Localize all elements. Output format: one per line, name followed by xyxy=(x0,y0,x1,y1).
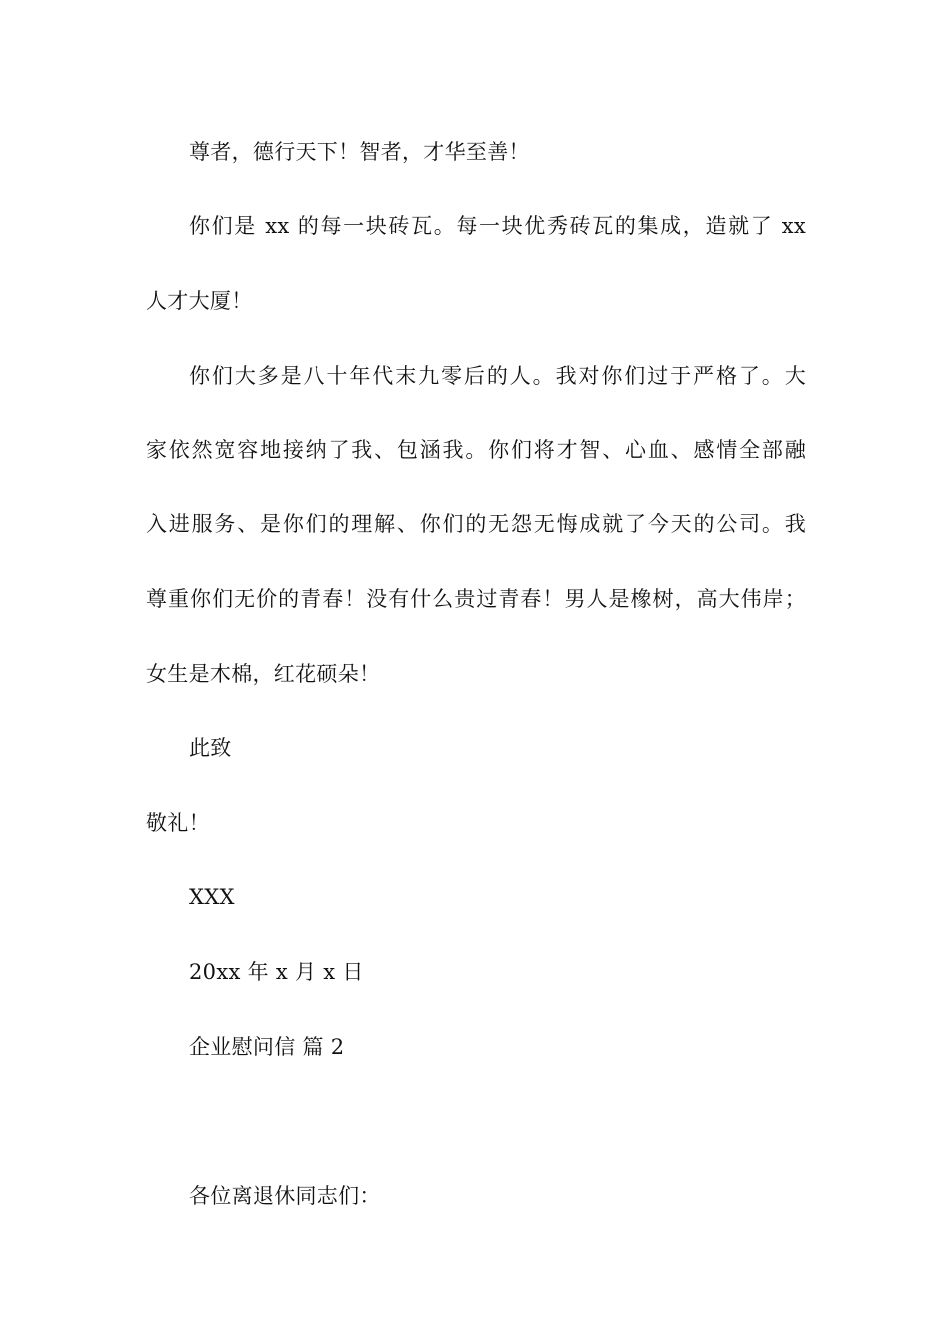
paragraph-3-line-3: 入进服务、是你们的理解、你们的无怨无悔成就了今天的公司。我 xyxy=(146,512,806,536)
paragraph-1-line-1: 尊者，德行天下！智者，才华至善！ xyxy=(189,140,530,164)
date-line: 20xx 年 x 月 x 日 xyxy=(189,960,364,984)
paragraph-2-line-1: 你们是 xx 的每一块砖瓦。每一块优秀砖瓦的集成，造就了 xx xyxy=(189,214,806,238)
section-title: 企业慰问信 篇 2 xyxy=(189,1035,345,1059)
paragraph-3-line-1: 你们大多是八十年代末九零后的人。我对你们过于严格了。大 xyxy=(189,364,806,388)
closing-line: 此致 xyxy=(189,736,232,760)
signature-line: XXX xyxy=(189,885,235,909)
paragraph-2-line-2: 人才大厦！ xyxy=(146,289,253,313)
paragraph-3-line-2: 家依然宽容地接纳了我、包涵我。你们将才智、心血、感情全部融 xyxy=(146,438,806,462)
paragraph-3-line-5: 女生是木棉，红花硕朵！ xyxy=(146,662,381,686)
greeting-line: 各位离退休同志们： xyxy=(189,1184,381,1208)
salute-line: 敬礼！ xyxy=(146,811,210,835)
paragraph-3-line-4: 尊重你们无价的青春！没有什么贵过青春！男人是橡树，高大伟岸； xyxy=(146,587,806,611)
